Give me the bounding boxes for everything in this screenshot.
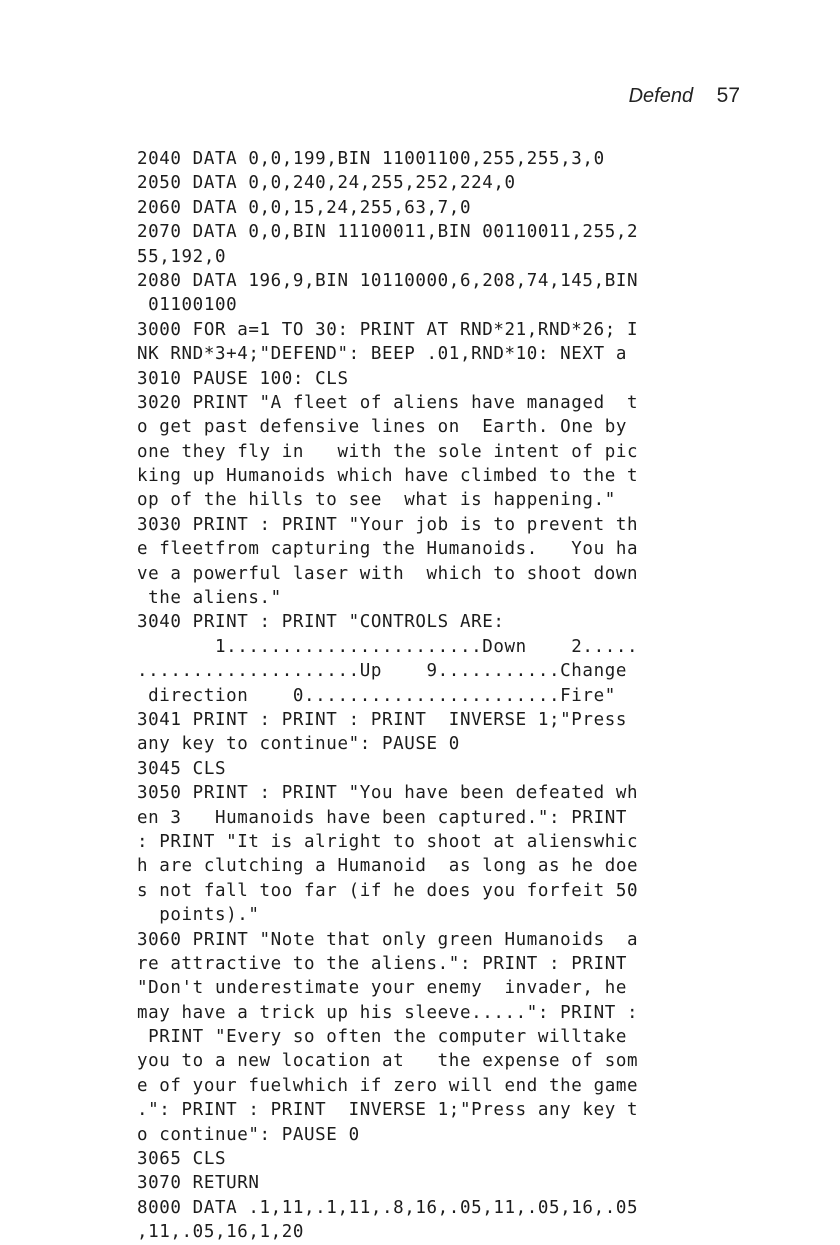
listing-line: 3045 CLS: [137, 758, 227, 779]
page-number: 57: [716, 84, 740, 107]
listing-line: any key to continue": PAUSE 0: [137, 734, 460, 755]
listing-line: 1.......................Down 2.....: [137, 636, 639, 657]
listing-line: points).": [137, 905, 260, 926]
listing-line: 3041 PRINT : PRINT : PRINT INVERSE 1;"Press: [137, 709, 627, 730]
listing-line: 3060 PRINT "Note that only green Humanoids a: [137, 929, 639, 950]
listing-line: one they fly in with the sole intent of pic: [137, 441, 639, 462]
listing-line: the aliens.": [137, 588, 282, 609]
listing-line: re attractive to the aliens.": PRINT : PRINT: [137, 953, 627, 974]
chapter-title: Defend: [628, 85, 694, 107]
listing-line: ,11,.05,16,1,20: [137, 1222, 305, 1243]
listing-line: e of your fuelwhich if zero will end the game: [137, 1075, 639, 1096]
listing-line: 3040 PRINT : PRINT "CONTROLS ARE:: [137, 612, 505, 633]
listing-line: h are clutching a Humanoid as long as he doe: [137, 856, 639, 877]
listing-line: you to a new location at the expense of som: [137, 1051, 639, 1072]
listing-line: .": PRINT : PRINT INVERSE 1;"Press any key t: [137, 1100, 639, 1121]
listing-line: 3020 PRINT "A fleet of aliens have managed t: [137, 392, 639, 413]
listing-line: may have a trick up his sleeve.....": PRINT :: [137, 1002, 639, 1023]
listing-line: 55,192,0: [137, 246, 227, 267]
listing-line: "Don't underestimate your enemy invader, he: [137, 978, 627, 999]
program-listing: [137, 147, 767, 1245]
listing-line: 8000 DATA .1,11,.1,11,.8,16,.05,11,.05,16,.05: [137, 1197, 639, 1218]
listing-line: king up Humanoids which have climbed to the t: [137, 466, 639, 487]
listing-line: 2060 DATA 0,0,15,24,255,63,7,0: [137, 197, 472, 218]
listing-line: en 3 Humanoids have been captured.": PRINT: [137, 807, 627, 828]
listing-line: ....................Up 9...........Change: [137, 661, 627, 682]
listing-line: direction 0.......................Fire": [137, 685, 616, 706]
listing-line: 2070 DATA 0,0,BIN 11100011,BIN 00110011,255,2: [137, 222, 639, 243]
listing-line: 3010 PAUSE 100: CLS: [137, 368, 349, 389]
listing-line: e fleetfrom capturing the Humanoids. You ha: [137, 539, 639, 560]
listing-line: s not fall too far (if he does you forfeit 50: [137, 880, 639, 901]
listing-line: 2080 DATA 196,9,BIN 10110000,6,208,74,145,BIN: [137, 270, 639, 291]
listing-line: 2050 DATA 0,0,240,24,255,252,224,0: [137, 173, 516, 194]
listing-line: 2040 DATA 0,0,199,BIN 11001100,255,255,3,0: [137, 149, 605, 169]
listing-line: op of the hills to see what is happening.": [137, 490, 616, 511]
listing-line: PRINT "Every so often the computer willtake: [137, 1027, 627, 1048]
listing-line: ve a powerful laser with which to shoot down: [137, 563, 639, 584]
page-header: [560, 84, 740, 108]
listing-line: : PRINT "It is alright to shoot at alienswhic: [137, 831, 639, 852]
listing-line: 01100100: [137, 295, 238, 316]
listing-line: 3065 CLS: [137, 1149, 227, 1170]
listing-line: 3070 RETURN: [137, 1173, 260, 1194]
listing-line: 3000 FOR a=1 TO 30: PRINT AT RND*21,RND*26; I: [137, 319, 639, 340]
listing-line: o get past defensive lines on Earth. One by: [137, 417, 627, 438]
listing-line: o continue": PAUSE 0: [137, 1124, 360, 1145]
listing-line: 3050 PRINT : PRINT "You have been defeated wh: [137, 783, 639, 804]
listing-line: 3030 PRINT : PRINT "Your job is to prevent th: [137, 514, 639, 535]
listing-line: NK RND*3+4;"DEFEND": BEEP .01,RND*10: NEXT a: [137, 344, 627, 365]
